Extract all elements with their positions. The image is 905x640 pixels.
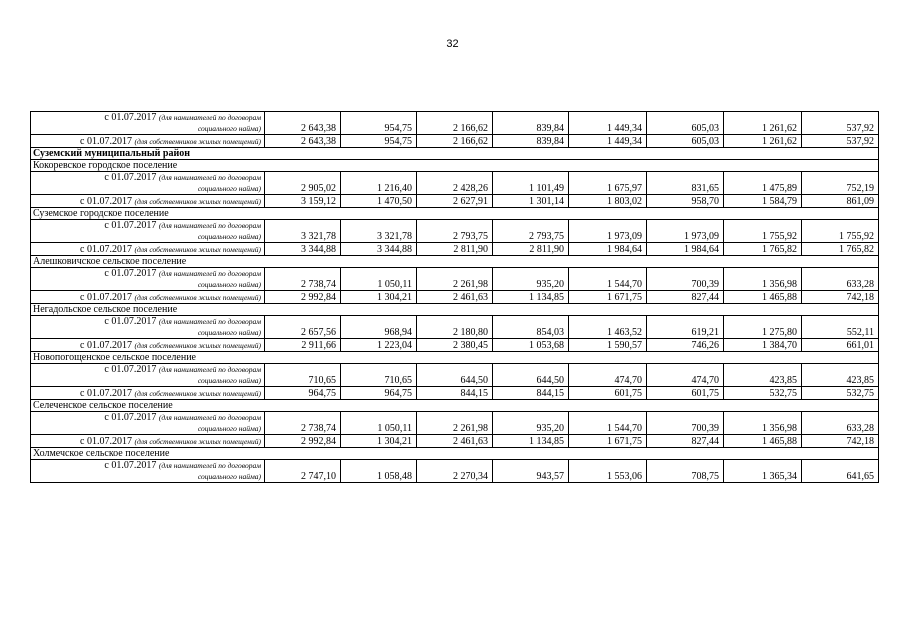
settlement-row [31, 304, 879, 316]
tariff-value: 861,09 [802, 195, 879, 208]
settlement-title: Кокоревское городское поселение [31, 160, 879, 172]
row-label [31, 220, 265, 243]
tariff-value: 1 463,52 [569, 316, 647, 339]
row-label [31, 135, 265, 148]
tariff-value: 1 275,80 [724, 316, 802, 339]
tariff-value: 742,18 [802, 291, 879, 304]
tariff-value: 964,75 [265, 387, 341, 400]
tariff-value: 1 134,85 [493, 291, 569, 304]
tenant-note-line2: социального найма) [197, 424, 261, 433]
settlement-title: Негадольское сельское поселение [31, 304, 879, 316]
row-label [31, 339, 265, 352]
tariff-value: 2 911,66 [265, 339, 341, 352]
date-label: с 01.07.2017 [80, 244, 132, 255]
owner-note: (для собственников жилых помещений) [134, 197, 261, 206]
tenant-note-line1: (для нанимателей по договорам [158, 269, 261, 278]
tariff-value: 1 755,92 [724, 220, 802, 243]
tariff-value: 2 738,74 [265, 412, 341, 435]
owner-note: (для собственников жилых помещений) [134, 293, 261, 302]
tariff-value: 633,28 [802, 412, 879, 435]
tariff-table [30, 111, 879, 483]
owner-tariff-row [31, 387, 879, 400]
date-label: с 01.07.2017 [80, 136, 132, 147]
date-label: с 01.07.2017 [104, 316, 157, 327]
date-label: с 01.07.2017 [80, 340, 132, 351]
tenant-note-line1: (для нанимателей по договорам [158, 365, 261, 374]
tariff-value: 1 671,75 [569, 435, 647, 448]
tariff-value: 708,75 [647, 460, 724, 483]
tariff-value: 474,70 [647, 364, 724, 387]
date-label: с 01.07.2017 [104, 412, 157, 423]
tariff-value: 954,75 [341, 135, 417, 148]
owner-tariff-row [31, 243, 879, 256]
tariff-value: 2 793,75 [417, 220, 493, 243]
owner-note: (для собственников жилых помещений) [134, 245, 261, 254]
tenant-note-line2: социального найма) [197, 376, 261, 385]
tenant-note-line2: социального найма) [197, 184, 261, 193]
tariff-value: 958,70 [647, 195, 724, 208]
tariff-value: 1 134,85 [493, 435, 569, 448]
tariff-value: 1 304,21 [341, 291, 417, 304]
tariff-value: 3 321,78 [341, 220, 417, 243]
tariff-value: 752,19 [802, 172, 879, 195]
date-label: с 01.07.2017 [104, 172, 157, 183]
row-label [31, 112, 265, 135]
tariff-value: 601,75 [569, 387, 647, 400]
tariff-value: 1 755,92 [802, 220, 879, 243]
date-label: с 01.07.2017 [104, 460, 157, 471]
tariff-value: 1 050,11 [341, 412, 417, 435]
row-label [31, 435, 265, 448]
tariff-value: 474,70 [569, 364, 647, 387]
tariff-value: 1 261,62 [724, 112, 802, 135]
tariff-value: 2 166,62 [417, 112, 493, 135]
tariff-value: 1 365,34 [724, 460, 802, 483]
date-label: с 01.07.2017 [80, 196, 132, 207]
settlement-row [31, 160, 879, 172]
tenant-tariff-row [31, 172, 879, 195]
district-row [31, 148, 879, 160]
tariff-value: 423,85 [802, 364, 879, 387]
tariff-value: 601,75 [647, 387, 724, 400]
row-label [31, 291, 265, 304]
date-label: с 01.07.2017 [104, 112, 157, 123]
tariff-value: 827,44 [647, 291, 724, 304]
row-label [31, 460, 265, 483]
tariff-value: 552,11 [802, 316, 879, 339]
tenant-tariff-row [31, 112, 879, 135]
tariff-value: 1 475,89 [724, 172, 802, 195]
tariff-value: 644,50 [417, 364, 493, 387]
tariff-value: 2 811,90 [417, 243, 493, 256]
tariff-value: 2 461,63 [417, 291, 493, 304]
owner-tariff-row [31, 435, 879, 448]
date-label: с 01.07.2017 [80, 436, 132, 447]
tariff-value: 1 544,70 [569, 412, 647, 435]
row-label [31, 195, 265, 208]
tariff-value: 1 058,48 [341, 460, 417, 483]
row-label [31, 268, 265, 291]
date-label: с 01.07.2017 [104, 364, 157, 375]
tariff-value: 1 053,68 [493, 339, 569, 352]
tariff-value: 2 747,10 [265, 460, 341, 483]
tariff-value: 619,21 [647, 316, 724, 339]
tariff-value: 844,15 [493, 387, 569, 400]
owner-tariff-row [31, 339, 879, 352]
tenant-note-line1: (для нанимателей по договорам [158, 461, 261, 470]
tariff-value: 710,65 [265, 364, 341, 387]
tenant-note-line1: (для нанимателей по договорам [158, 317, 261, 326]
tariff-value: 1 449,34 [569, 112, 647, 135]
tariff-value: 742,18 [802, 435, 879, 448]
tenant-note-line1: (для нанимателей по договорам [158, 173, 261, 182]
tariff-value: 2 166,62 [417, 135, 493, 148]
tariff-value: 1 304,21 [341, 435, 417, 448]
tariff-value: 2 992,84 [265, 435, 341, 448]
tariff-value: 839,84 [493, 135, 569, 148]
tariff-value: 1 216,40 [341, 172, 417, 195]
tariff-value: 968,94 [341, 316, 417, 339]
tariff-value: 710,65 [341, 364, 417, 387]
row-label [31, 243, 265, 256]
tariff-value: 935,20 [493, 268, 569, 291]
tenant-tariff-row [31, 364, 879, 387]
tariff-value: 1 675,97 [569, 172, 647, 195]
tariff-value: 2 657,56 [265, 316, 341, 339]
owner-tariff-row [31, 195, 879, 208]
tariff-value: 2 738,74 [265, 268, 341, 291]
tariff-value: 839,84 [493, 112, 569, 135]
tariff-value: 661,01 [802, 339, 879, 352]
tariff-value: 3 344,88 [265, 243, 341, 256]
tariff-value: 2 261,98 [417, 268, 493, 291]
tariff-value: 2 261,98 [417, 412, 493, 435]
tariff-value: 2 380,45 [417, 339, 493, 352]
tenant-tariff-row [31, 316, 879, 339]
tariff-value: 1 050,11 [341, 268, 417, 291]
tenant-note-line2: социального найма) [197, 472, 261, 481]
tariff-value: 605,03 [647, 135, 724, 148]
settlement-row [31, 448, 879, 460]
tariff-value: 1 356,98 [724, 412, 802, 435]
tariff-value: 935,20 [493, 412, 569, 435]
tariff-value: 1 584,79 [724, 195, 802, 208]
row-label [31, 316, 265, 339]
row-label [31, 412, 265, 435]
tariff-value: 2 905,02 [265, 172, 341, 195]
owner-note: (для собственников жилых помещений) [134, 137, 261, 146]
tariff-value: 1 544,70 [569, 268, 647, 291]
tenant-note-line1: (для нанимателей по договорам [158, 413, 261, 422]
settlement-title: Суземское городское поселение [31, 208, 879, 220]
tariff-value: 537,92 [802, 112, 879, 135]
row-label [31, 387, 265, 400]
tariff-value: 1 356,98 [724, 268, 802, 291]
tariff-value: 3 344,88 [341, 243, 417, 256]
row-label [31, 364, 265, 387]
tariff-value: 1 765,82 [724, 243, 802, 256]
owner-tariff-row [31, 135, 879, 148]
tariff-value: 1 465,88 [724, 291, 802, 304]
tariff-value: 1 384,70 [724, 339, 802, 352]
tariff-value: 532,75 [802, 387, 879, 400]
tariff-value: 1 101,49 [493, 172, 569, 195]
tariff-value: 943,57 [493, 460, 569, 483]
tenant-note-line2: социального найма) [197, 280, 261, 289]
tariff-value: 633,28 [802, 268, 879, 291]
tariff-value: 3 321,78 [265, 220, 341, 243]
tariff-value: 1 465,88 [724, 435, 802, 448]
tariff-value: 605,03 [647, 112, 724, 135]
tariff-value: 700,39 [647, 412, 724, 435]
tariff-value: 1 973,09 [647, 220, 724, 243]
tenant-note-line2: социального найма) [197, 232, 261, 241]
tariff-value: 964,75 [341, 387, 417, 400]
owner-note: (для собственников жилых помещений) [134, 389, 261, 398]
tariff-value: 2 627,91 [417, 195, 493, 208]
date-label: с 01.07.2017 [80, 388, 132, 399]
tariff-value: 831,65 [647, 172, 724, 195]
tenant-tariff-row [31, 268, 879, 291]
tariff-value: 2 428,26 [417, 172, 493, 195]
tariff-value: 1 671,75 [569, 291, 647, 304]
tariff-value: 1 261,62 [724, 135, 802, 148]
district-title: Суземский муниципальный район [31, 148, 879, 160]
settlement-row [31, 352, 879, 364]
tariff-value: 1 553,06 [569, 460, 647, 483]
tenant-tariff-row [31, 412, 879, 435]
tariff-value: 1 449,34 [569, 135, 647, 148]
tariff-value: 746,26 [647, 339, 724, 352]
tariff-value: 700,39 [647, 268, 724, 291]
settlement-title: Новопогощенское сельское поселение [31, 352, 879, 364]
tariff-value: 1 984,64 [647, 243, 724, 256]
tariff-value: 2 811,90 [493, 243, 569, 256]
tariff-value: 2 793,75 [493, 220, 569, 243]
tenant-note-line1: (для нанимателей по договорам [158, 221, 261, 230]
settlement-title: Холмечское сельское поселение [31, 448, 879, 460]
tenant-tariff-row [31, 460, 879, 483]
settlement-title: Алешковичское сельское поселение [31, 256, 879, 268]
date-label: с 01.07.2017 [80, 292, 132, 303]
tariff-value: 2 643,38 [265, 135, 341, 148]
tariff-value: 2 643,38 [265, 112, 341, 135]
tariff-value: 2 992,84 [265, 291, 341, 304]
tenant-tariff-row [31, 220, 879, 243]
tariff-value: 1 590,57 [569, 339, 647, 352]
tariff-value: 644,50 [493, 364, 569, 387]
tariff-value: 1 470,50 [341, 195, 417, 208]
tenant-note-line1: (для нанимателей по договорам [158, 113, 261, 122]
tariff-value: 2 270,34 [417, 460, 493, 483]
tariff-value: 641,65 [802, 460, 879, 483]
tariff-value: 537,92 [802, 135, 879, 148]
tariff-value: 1 301,14 [493, 195, 569, 208]
tenant-note-line2: социального найма) [197, 124, 261, 133]
owner-note: (для собственников жилых помещений) [134, 437, 261, 446]
tariff-value: 1 765,82 [802, 243, 879, 256]
tariff-value: 2 180,80 [417, 316, 493, 339]
tariff-value: 2 461,63 [417, 435, 493, 448]
tariff-value: 532,75 [724, 387, 802, 400]
tariff-value: 1 973,09 [569, 220, 647, 243]
tariff-value: 827,44 [647, 435, 724, 448]
tariff-value: 1 803,02 [569, 195, 647, 208]
tariff-value: 3 159,12 [265, 195, 341, 208]
page-number: 32 [446, 38, 459, 50]
date-label: с 01.07.2017 [104, 220, 157, 231]
owner-tariff-row [31, 291, 879, 304]
settlement-row [31, 208, 879, 220]
tariff-value: 1 984,64 [569, 243, 647, 256]
settlement-row [31, 256, 879, 268]
tariff-value: 954,75 [341, 112, 417, 135]
tariff-value: 423,85 [724, 364, 802, 387]
tariff-value: 844,15 [417, 387, 493, 400]
row-label [31, 172, 265, 195]
tariff-value: 1 223,04 [341, 339, 417, 352]
settlement-title: Селеченское сельское поселение [31, 400, 879, 412]
tenant-note-line2: социального найма) [197, 328, 261, 337]
owner-note: (для собственников жилых помещений) [134, 341, 261, 350]
tariff-value: 854,03 [493, 316, 569, 339]
date-label: с 01.07.2017 [104, 268, 157, 279]
settlement-row [31, 400, 879, 412]
